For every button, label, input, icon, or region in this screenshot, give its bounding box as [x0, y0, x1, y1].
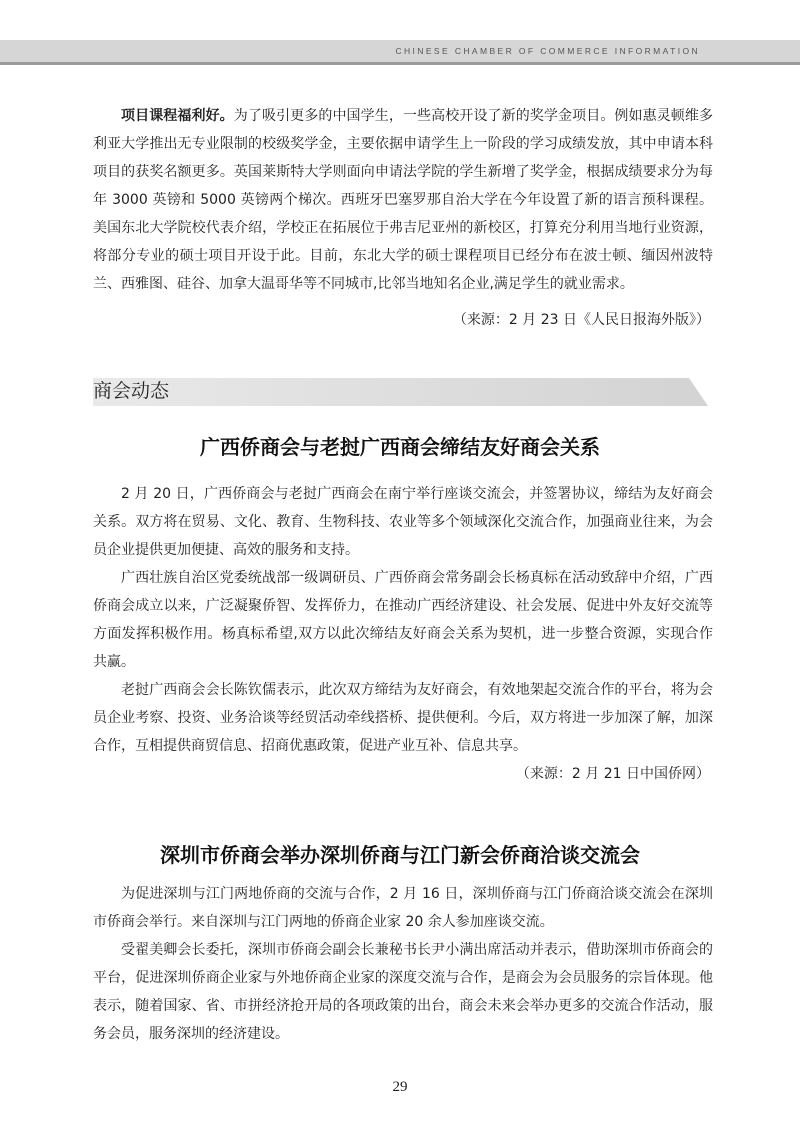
header-rule	[0, 62, 800, 65]
intro-body: 为了吸引更多的中国学生，一些高校开设了新的奖学金项目。例如惠灵顿维多利亚大学推出无专业限制的校级奖学金，主要依据申请学生上一阶段的学习成绩发放，其中申请本科项目的获奖名额更多。英国莱斯特大学则面向申请法学院的学生新增了奖学金，根据成绩要求分为每年 3000 英镑和 5000 英镑两个梯次。西班牙巴塞罗那自治大学在今年设置了新的语言预科课程。美国东北大学院校代表介绍，学校正在拓展位于弗吉尼亚州的新校区，打算充分利用当地行业资源，将部分专业的硕士项目开设于此。目前，东北大学的硕士课程项目已经分布在波士顿、缅因州波特兰、西雅图、硅谷、加拿大温哥华等不同城市,比邻当地知名企业,满足学生的就业需求。	[93, 108, 713, 292]
section-title: 商会动态	[93, 380, 170, 402]
article-1-source: （来源：2 月 21 日中国侨网）	[515, 766, 710, 782]
intro-source: （来源：2 月 23 日《人民日报海外版》）	[452, 312, 710, 328]
intro-lead: 项目课程福利好。	[121, 108, 234, 124]
article-1-paragraph-3: 老挝广西商会会长陈钦儒表示，此次双方缔结为友好商会，有效地架起交流合作的平台，将为会员企业考察、投资、业务洽谈等经贸活动牵线搭桥、提供便利。今后，双方将进一步加深了解，加深合作，互相提供商贸信息、招商优惠政策，促进产业互补、信息共享。	[93, 682, 713, 754]
page-number: 29	[392, 1079, 408, 1095]
article-1-paragraph-2: 广西壮族自治区党委统战部一级调研员、广西侨商会常务副会长杨真标在活动致辞中介绍，广西侨商会成立以来，广泛凝聚侨智、发挥侨力，在推动广西经济建设、社会发展、促进中外友好交流等方面发挥积极作用。杨真标希望,双方以此次缔结友好商会关系为契机，进一步整合资源，实现合作共赢。	[93, 570, 713, 670]
article-1-title: 广西侨商会与老挝广西商会缔结友好商会关系	[200, 435, 600, 459]
header-label: CHINESE CHAMBER OF COMMERCE INFORMATION	[395, 46, 700, 56]
section-bar	[93, 378, 708, 406]
article-2-paragraph-2: 受翟美卿会长委托，深圳市侨商会副会长兼秘书长尹小满出席活动并表示，借助深圳市侨商会的平台，促进深圳侨商企业家与外地侨商企业家的深度交流与合作，是商会为会员服务的宗旨体现。他表示，随着国家、省、市拼经济抢开局的各项政策的出台，商会未来会举办更多的交流合作活动，服务会员，服务深圳的经济建设。	[93, 942, 713, 1042]
intro-paragraph	[93, 102, 713, 298]
article-2-title: 深圳市侨商会举办深圳侨商与江门新会侨商洽谈交流会	[160, 843, 640, 867]
article-2-paragraph-1: 为促进深圳与江门两地侨商的交流与合作，2 月 16 日，深圳侨商与江门侨商洽谈交流会在深圳市侨商会举行。来自深圳与江门两地的侨商企业家 20 余人参加座谈交流。	[93, 886, 713, 930]
article-1-paragraph-1: 2 月 20 日，广西侨商会与老挝广西商会在南宁举行座谈交流会，并签署协议，缔结为友好商会关系。双方将在贸易、文化、教育、生物科技、农业等多个领域深化交流合作，加强商业往来，为会员企业提供更加便捷、高效的服务和支持。	[93, 486, 713, 558]
